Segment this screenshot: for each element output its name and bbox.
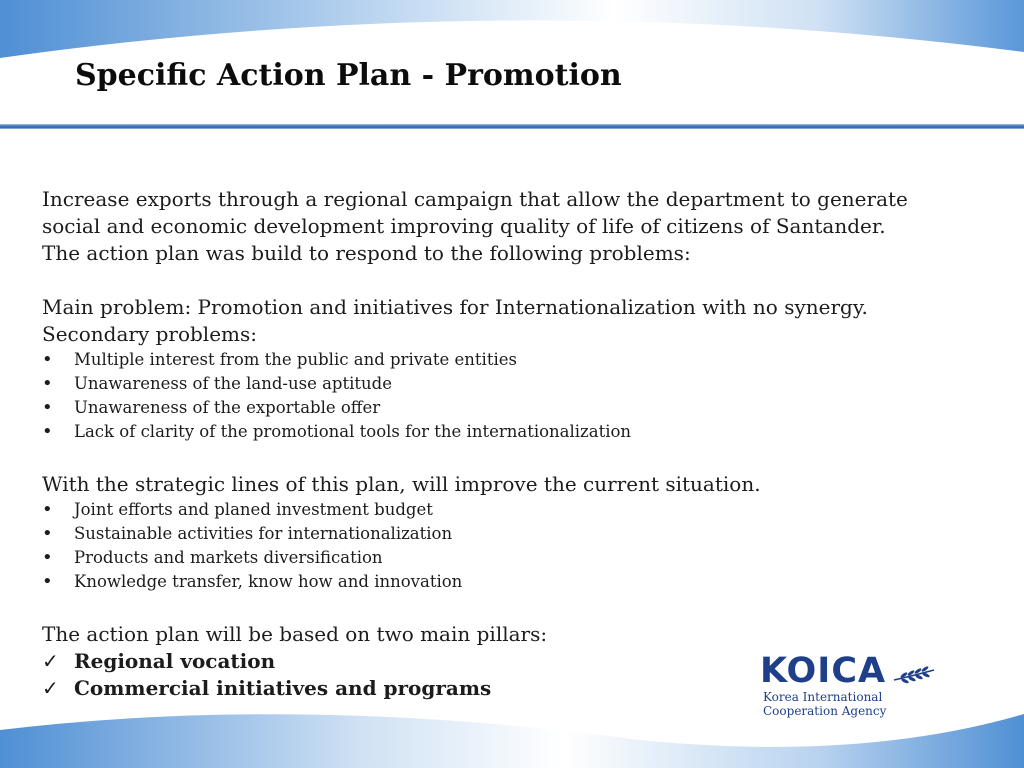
list-item: • Joint efforts and planed investment budget xyxy=(42,499,433,520)
bullet-icon: • xyxy=(42,421,53,442)
logo-wordmark: KOICA xyxy=(760,651,887,691)
bullet-icon: • xyxy=(42,349,53,370)
list-item: • Unawareness of the exportable offer xyxy=(42,397,381,418)
bullet-icon: • xyxy=(42,571,53,592)
intro-line: social and economic development improving quality of life of citizens of Santander. xyxy=(42,214,886,238)
intro-line: Increase exports through a regional campaign that allow the department to generate xyxy=(42,187,908,211)
bullet-icon: • xyxy=(42,547,53,568)
list-item: • Knowledge transfer, know how and innovation xyxy=(42,571,463,592)
list-item: • Multiple interest from the public and private entities xyxy=(42,349,517,370)
wheat-icon xyxy=(892,660,936,688)
strategic-lines-heading: With the strategic lines of this plan, will improve the current situation. xyxy=(42,472,761,496)
list-item: • Unawareness of the land-use aptitude xyxy=(42,373,392,394)
list-item: ✓ Commercial initiatives and programs xyxy=(42,676,492,700)
intro-line: The action plan was build to respond to the following problems: xyxy=(42,241,691,265)
secondary-problems-heading: Secondary problems: xyxy=(42,322,258,346)
checkmark-icon: ✓ xyxy=(42,649,59,673)
list-item: • Lack of clarity of the promotional tools for the internationalization xyxy=(42,421,632,442)
logo-subtitle-line: Cooperation Agency xyxy=(763,704,887,718)
title-divider xyxy=(0,124,1024,129)
list-item: • Sustainable activities for internationalization xyxy=(42,523,453,544)
checkmark-icon: ✓ xyxy=(42,676,59,700)
secondary-problems-list xyxy=(42,348,1002,444)
bullet-icon: • xyxy=(42,373,53,394)
koica-logo xyxy=(760,652,940,720)
list-item: ✓ Regional vocation xyxy=(42,649,276,673)
bullet-icon: • xyxy=(42,523,53,544)
list-item: • Products and markets diversification xyxy=(42,547,383,568)
strategic-lines-list xyxy=(42,498,1002,594)
pillars-heading: The action plan will be based on two main pillars: xyxy=(42,622,548,646)
bullet-icon: • xyxy=(42,397,53,418)
bullet-icon: • xyxy=(42,499,53,520)
main-problem: Main problem: Promotion and initiatives for Internationalization with no synergy. xyxy=(42,295,868,319)
slide-title: Specific Action Plan - Promotion xyxy=(75,58,622,93)
slide-body xyxy=(42,186,1002,702)
logo-subtitle-line: Korea International xyxy=(763,690,883,704)
top-decorative-band xyxy=(0,0,1024,60)
